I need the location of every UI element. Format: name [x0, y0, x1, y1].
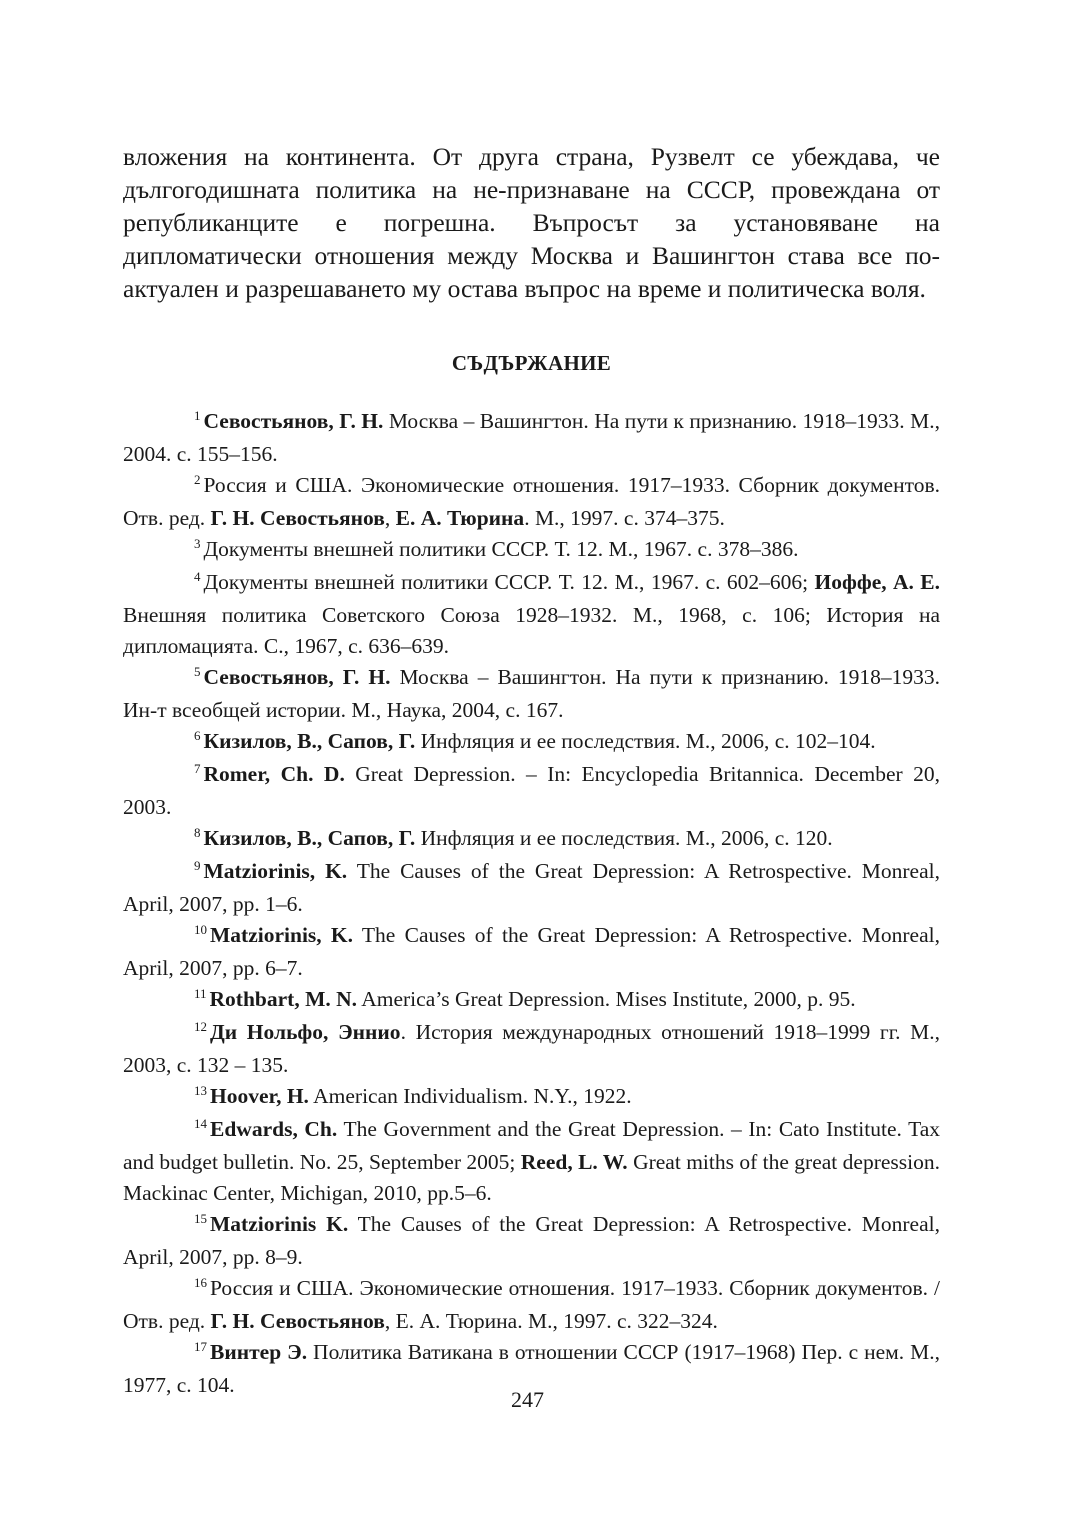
footnote-number: 1 [194, 408, 201, 423]
footnote [123, 823, 940, 856]
footnote-text: , Е. А. Тюрина. М., 1997. с. 322–324. [384, 1309, 718, 1333]
footnote-text: Инфляция и ее последствия. М., 2006, с. 102–104. [415, 729, 876, 753]
footnote-number: 7 [194, 761, 201, 776]
footnote-author: Reed, L. W. [520, 1150, 628, 1174]
footnote [123, 920, 940, 984]
footnote [123, 1273, 940, 1337]
footnote-text: Политика Ватикана в отношении СССР (1917–1968) Пер. с нем. М., 1977, с. 104. [123, 1340, 940, 1397]
footnote-text: Инфляция и ее последствия. М., 2006, с. 120. [415, 826, 833, 850]
footnote [123, 856, 940, 920]
footnote-author: Е. А. Тюрина [395, 506, 525, 530]
footnote [123, 1209, 940, 1273]
footnote-number: 13 [194, 1083, 207, 1098]
footnote-number: 16 [194, 1275, 207, 1290]
footnote-number: 11 [194, 986, 207, 1001]
footnote [123, 534, 940, 567]
footnotes-list [123, 406, 940, 1401]
footnote-text: Great Depression. – In: Encyclopedia Britannica. December 20, 2003. [123, 762, 940, 819]
footnote [123, 984, 940, 1017]
footnote-text: The Government and the Great Depression. – In: Cato Institute. Tax and budget bulletin. No. 25, September 2005; [123, 1117, 940, 1174]
body-paragraph: вложения на континента. От друга страна, Рузвелт се убеждава, че дългогодишната политика на не-признаване на СССР, провеждана от републиканците е погрешна. Въпросът за установяване на дипломатически отношения между Москва и Вашингтон става все по-актуален и разрешаването му остава въпрос на време и политическа воля. [123, 142, 940, 303]
footnote-number: 4 [194, 569, 201, 584]
footnote [123, 726, 940, 759]
footnote-text: Внешняя политика Советского Союза 1928–1932. М., 1968, с. 106; История на дипломацията. С., 1967, с. 636–639. [123, 603, 940, 658]
footnote-author: Ди Нольфо, Эннио [210, 1020, 401, 1044]
footnote-author: Matziorinis, K. [210, 923, 354, 947]
footnote-number: 9 [194, 858, 201, 873]
footnote [123, 567, 940, 662]
footnote-number: 17 [194, 1339, 207, 1354]
footnote [123, 1081, 940, 1114]
footnote-text: . М., 1997. с. 374–375. [524, 506, 725, 530]
footnote-number: 10 [194, 922, 207, 937]
footnote-number: 12 [194, 1019, 207, 1034]
footnote [123, 1017, 940, 1081]
footnote-author: Romer, Ch. D. [203, 762, 345, 786]
footnote-text: American Individualism. N.Y., 1922. [308, 1084, 632, 1108]
footnote-author: Севостьянов, Г. Н. [203, 409, 384, 433]
footnote-text: Документы внешней политики СССР. Т. 12. М., 1967. с. 378–386. [203, 537, 799, 561]
footnote [123, 759, 940, 823]
footnote-author: Кизилов, В., Сапов, Г. [203, 729, 416, 753]
footnote-author: Винтер Э. [210, 1340, 308, 1364]
footnote [123, 662, 940, 726]
footnote-text: Москва – Вашингтон. На пути к признанию. 1918–1933. Ин-т всеобщей истории. М., Наука, 2004, с. 167. [123, 665, 941, 722]
footnote-author: Matziorinis, K. [203, 859, 348, 883]
footnote-number: 15 [194, 1211, 207, 1226]
footnote-text: . История международных отношений 1918–1999 гг. М., 2003, с. 132 – 135. [123, 1020, 940, 1077]
footnote-text: Москва – Вашингтон. На пути к признанию. 1918–1933. М., 2004. с. 155–156. [123, 409, 940, 466]
footnote-author: Rothbart, M. N. [209, 987, 358, 1011]
footnote-number: 5 [194, 664, 201, 679]
section-heading: СЪДЪРЖАНИЕ [451, 351, 612, 375]
footnote-author: Г. Н. Севостьянов [210, 1309, 385, 1333]
footnote [123, 470, 940, 534]
footnote-number: 6 [194, 728, 201, 743]
footnote-number: 8 [194, 825, 201, 840]
footnote-author: Hoover, H. [210, 1084, 309, 1108]
footnote-number: 2 [194, 472, 201, 487]
footnote-author: Edwards, Ch. [210, 1117, 338, 1141]
footnote-text: The Causes of the Great Depression: A Retrospective. Monreal, April, 2007, pp. 8–9. [123, 1212, 940, 1269]
footnote-author: Севостьянов, Г. Н. [203, 665, 391, 689]
footnote-text: America’s Great Depression. Mises Institute, 2000, p. 95. [357, 987, 856, 1011]
page-number: 247 [511, 1387, 544, 1412]
footnote-text: Great miths of the great depression. Mackinac Center, Michigan, 2010, pp.5–6. [123, 1150, 940, 1205]
footnote [123, 1114, 940, 1209]
footnote-author: Кизилов, В., Сапов, Г. [203, 826, 416, 850]
footnote-text: , [384, 506, 396, 530]
footnote-text: Документы внешней политики СССР. Т. 12. М., 1967. с. 602–606; [203, 570, 815, 594]
footnote-text: The Causes of the Great Depression: A Retrospective. Monreal, April, 2007, pp. 1–6. [123, 859, 940, 916]
footnote-author: Иоффе, А. Е. [814, 570, 941, 594]
footnote-text: Россия и США. Экономические отношения. 1917–1933. Сборник документов. Отв. ред. [123, 473, 940, 530]
footnote [123, 406, 940, 470]
footnote-author: Matziorinis K. [210, 1212, 349, 1236]
footnote-number: 14 [194, 1116, 207, 1131]
footnote-number: 3 [194, 536, 201, 551]
page-content [123, 140, 940, 1401]
footnote-author: Г. Н. Севостьянов [210, 506, 385, 530]
footnote-text: The Causes of the Great Depression: A Retrospective. Monreal, April, 2007, pp. 6–7. [123, 923, 940, 980]
footnote-text: Россия и США. Экономические отношения. 1917–1933. Сборник документов. / Отв. ред. [123, 1276, 940, 1333]
